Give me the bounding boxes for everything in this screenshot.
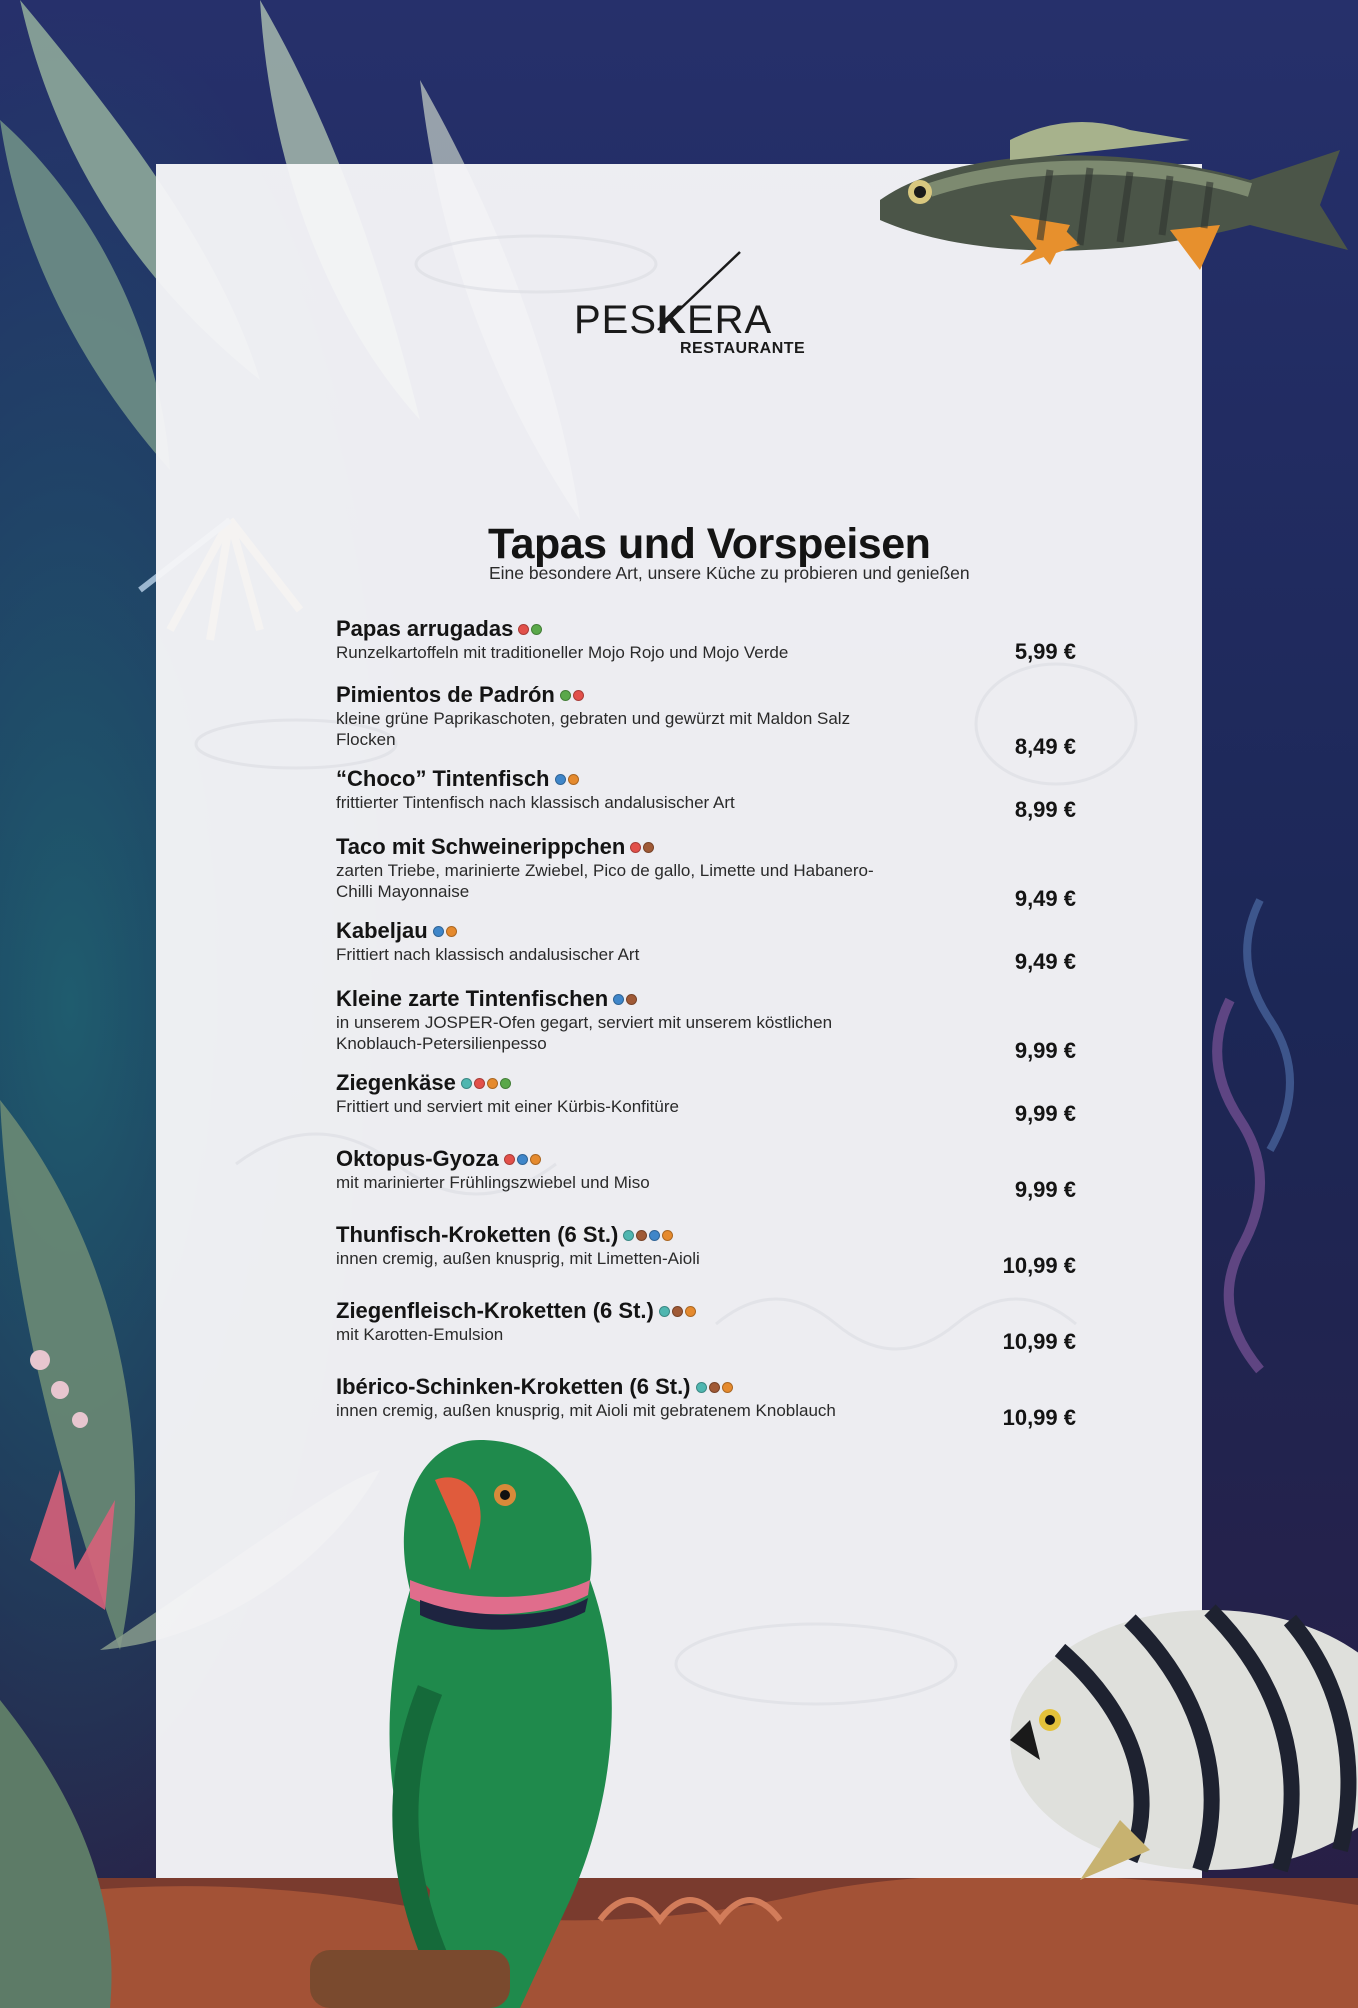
menu-item-name (336, 682, 584, 708)
menu-item-price: 8,99 € (1014, 797, 1076, 822)
allergen-icons (555, 774, 579, 785)
allergen-icon (433, 926, 444, 937)
menu-item-price: 9,99 € (1014, 1177, 1076, 1202)
allergen-icons (560, 690, 584, 701)
allergen-icon (573, 690, 584, 701)
logo-wordmark: PESKERA (574, 298, 773, 342)
allergen-icons (659, 1306, 696, 1317)
allergen-icon (662, 1230, 673, 1241)
menu-item-name (336, 918, 457, 944)
allergen-icon (722, 1382, 733, 1393)
menu-item-price: 10,99 € (1002, 1405, 1076, 1430)
allergen-icons (630, 842, 654, 853)
logo-subtitle: RESTAURANTE (680, 340, 806, 357)
allergen-icon (613, 994, 624, 1005)
menu-item-name (336, 1374, 733, 1400)
menu-item (336, 1070, 1076, 1126)
menu-item-name (336, 616, 542, 642)
allergen-icon (560, 690, 571, 701)
menu-item (336, 1146, 1076, 1202)
allergen-icons (623, 1230, 673, 1241)
menu-item-price: 10,99 € (1002, 1253, 1076, 1278)
allergen-icon (504, 1154, 515, 1165)
menu-item-title: Oktopus-Gyoza (336, 1146, 499, 1171)
allergen-icon (626, 994, 637, 1005)
menu-item-title: Thunfisch-Kroketten (6 St.) (336, 1222, 619, 1247)
allergen-icon (630, 842, 641, 853)
menu-item-price: 8,49 € (1014, 734, 1076, 759)
allergen-icons (433, 926, 457, 937)
allergen-icon (659, 1306, 670, 1317)
parrot-illustration (270, 1430, 690, 2008)
allergen-icon (517, 1154, 528, 1165)
section-subtitle: Eine besondere Art, unsere Küche zu probieren und genießen (489, 563, 970, 583)
allergen-icon (672, 1306, 683, 1317)
menu-item-name (336, 1146, 541, 1172)
menu-item-description: Frittiert nach klassisch andalusischer Art (336, 945, 640, 964)
menu-item-title: “Choco” Tintenfisch (336, 766, 550, 791)
menu-item-title: Pimientos de Padrón (336, 682, 555, 707)
allergen-icon (500, 1078, 511, 1089)
menu-item-description: mit Karotten-Emulsion (336, 1325, 504, 1344)
menu-item-description: Runzelkartoffeln mit traditioneller Mojo Rojo und Mojo Verde (336, 643, 789, 662)
allergen-icons (518, 624, 542, 635)
menu-item-description: innen cremig, außen knusprig, mit Limetten-Aioli (336, 1249, 700, 1268)
menu-item-title: Papas arrugadas (336, 616, 514, 641)
allergen-icon (649, 1230, 660, 1241)
menu-item-name (336, 766, 579, 792)
allergen-icon (623, 1230, 634, 1241)
menu-item-name (336, 1298, 696, 1324)
menu-item-title: Kabeljau (336, 918, 428, 943)
menu-item-description: mit marinierter Frühlingszwiebel und Miso (336, 1173, 650, 1192)
allergen-icon (446, 926, 457, 937)
menu-item (336, 766, 1076, 822)
menu-item-price: 9,99 € (1014, 1101, 1076, 1126)
peskera-logo (570, 250, 820, 360)
menu-item-description: in unserem JOSPER-Ofen gegart, serviert mit unserem köstlichen Knoblauch-Petersilienpesso (336, 1013, 833, 1053)
menu-item-price: 10,99 € (1002, 1329, 1076, 1354)
menu-item-price: 9,99 € (1014, 1038, 1076, 1063)
allergen-icon (636, 1230, 647, 1241)
allergen-icon (696, 1382, 707, 1393)
menu-item-price: 5,99 € (1014, 639, 1076, 664)
allergen-icons (504, 1154, 541, 1165)
menu-item (336, 1298, 1076, 1354)
menu-item (336, 986, 1076, 1063)
allergen-icon (530, 1154, 541, 1165)
allergen-icons (613, 994, 637, 1005)
menu-item (336, 1222, 1076, 1278)
allergen-icon (685, 1306, 696, 1317)
menu-item-description: Frittiert und serviert mit einer Kürbis-Konfitüre (336, 1097, 679, 1116)
menu-item (336, 682, 1076, 759)
perch-fish-illustration (870, 110, 1358, 310)
menu-item-name (336, 986, 637, 1012)
allergen-icon (555, 774, 566, 785)
allergen-icons (696, 1382, 733, 1393)
menu-item (336, 918, 1076, 974)
menu-item (336, 834, 1076, 911)
butterflyfish-illustration (980, 1590, 1358, 1890)
menu-item-description: zarten Triebe, marinierte Zwiebel, Pico de gallo, Limette und Habanero-Chilli Mayonnaise (336, 861, 874, 901)
menu-item-title: Ziegenfleisch-Kroketten (6 St.) (336, 1298, 654, 1323)
allergen-icon (643, 842, 654, 853)
allergen-icon (518, 624, 529, 635)
menu-item-price: 9,49 € (1014, 886, 1076, 911)
menu-item-name (336, 834, 654, 860)
allergen-icon (709, 1382, 720, 1393)
menu-item-title: Ziegenkäse (336, 1070, 456, 1095)
menu-item-price: 9,49 € (1014, 949, 1076, 974)
menu-item-description: frittierter Tintenfisch nach klassisch andalusischer Art (336, 793, 735, 812)
menu-item-description: kleine grüne Paprikaschoten, gebraten und gewürzt mit Maldon Salz Flocken (336, 709, 851, 749)
allergen-icon (461, 1078, 472, 1089)
menu-item-name (336, 1070, 511, 1096)
allergen-icon (474, 1078, 485, 1089)
menu-item-title: Kleine zarte Tintenfischen (336, 986, 609, 1011)
allergen-icons (461, 1078, 511, 1089)
allergen-icon (531, 624, 542, 635)
menu-item-title: Taco mit Schweinerippchen (336, 834, 626, 859)
section-title: Tapas und Vorspeisen (488, 520, 931, 568)
allergen-icon (487, 1078, 498, 1089)
menu-item-title: Ibérico-Schinken-Kroketten (6 St.) (336, 1374, 691, 1399)
menu-item-description: innen cremig, außen knusprig, mit Aioli mit gebratenem Knoblauch (336, 1401, 836, 1420)
menu-item-name (336, 1222, 673, 1248)
menu-item (336, 616, 1076, 663)
menu-item (336, 1374, 1076, 1430)
allergen-icon (568, 774, 579, 785)
